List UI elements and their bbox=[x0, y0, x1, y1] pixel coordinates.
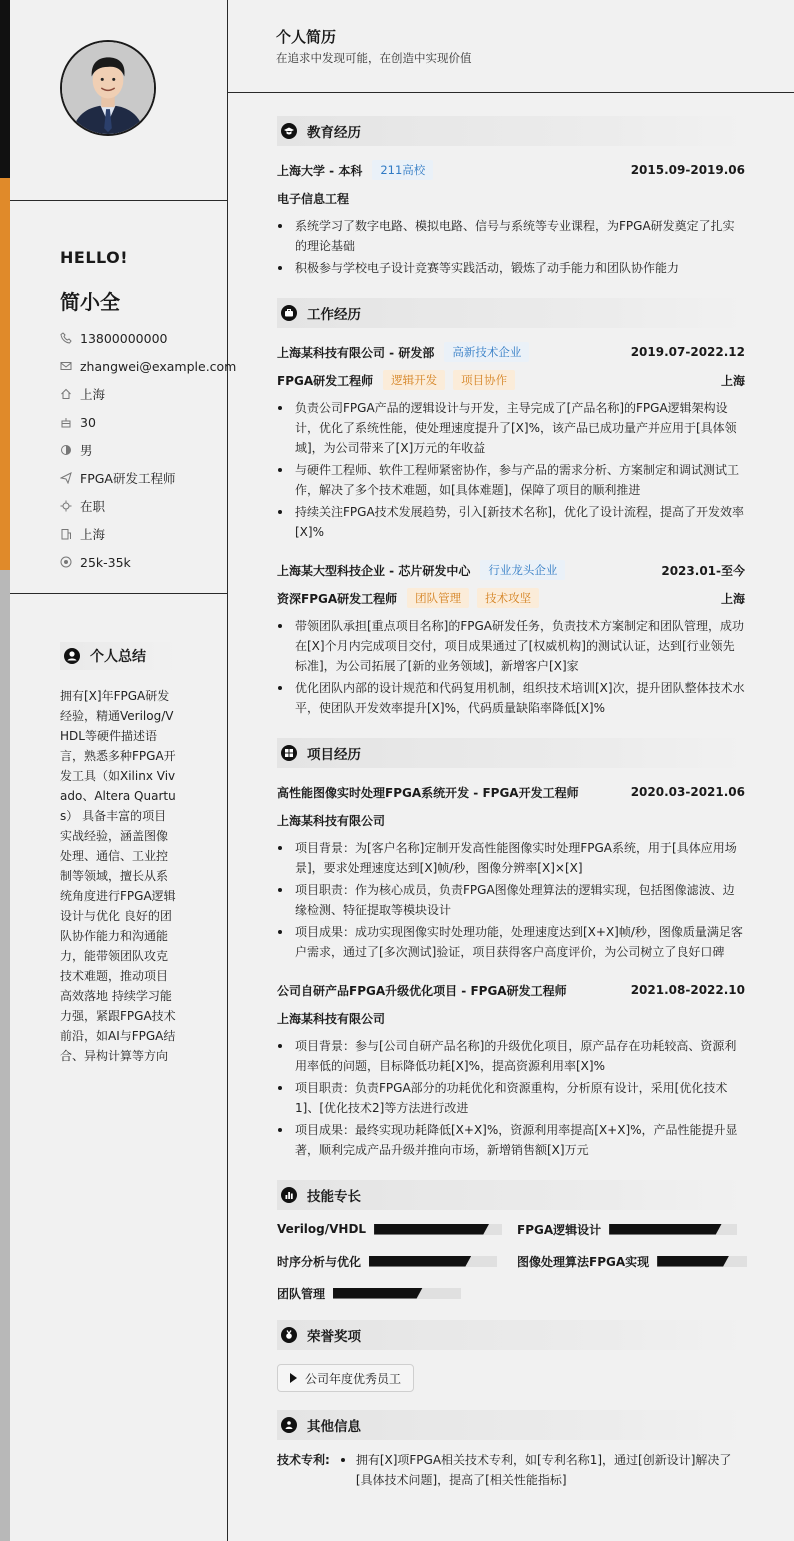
job-city: 上海 bbox=[720, 373, 745, 388]
skill-bar-fill bbox=[657, 1256, 729, 1267]
contact-info-list bbox=[60, 324, 236, 576]
education-period: 2015.09-2019.06 bbox=[630, 163, 745, 177]
job-company: 上海某科技有限公司 - 研发部 bbox=[277, 345, 435, 360]
job-company-tag: 高新技术企业 bbox=[444, 342, 529, 362]
project-bullets bbox=[277, 1036, 745, 1160]
sidebar-stripe-orange bbox=[0, 178, 10, 570]
cake-icon bbox=[60, 416, 72, 428]
info-city-text: 上海 bbox=[80, 527, 106, 542]
awards-section bbox=[277, 1320, 745, 1392]
other-label: 技术专利: bbox=[277, 1453, 330, 1467]
info-phone bbox=[60, 324, 236, 352]
job-city: 上海 bbox=[720, 591, 745, 606]
info-phone-text: 13800000000 bbox=[80, 330, 168, 346]
project-company: 上海某科技有限公司 bbox=[277, 813, 386, 828]
skill-item bbox=[277, 1284, 517, 1302]
info-position-text: FPGA研发工程师 bbox=[80, 471, 176, 486]
skill-item bbox=[517, 1252, 745, 1270]
building-icon bbox=[60, 528, 72, 540]
other-patents bbox=[277, 1450, 745, 1492]
skill-bar-fill bbox=[374, 1224, 489, 1235]
info-gender bbox=[60, 436, 236, 464]
page-subtitle: 在追求中发现可能，在创造中实现价值 bbox=[276, 51, 472, 65]
skill-bar-track bbox=[369, 1256, 497, 1267]
list-item: 项目成果：成功实现图像实时处理功能，处理速度达到[X+X]帧/秒，图像质量满足客户需求，通过了[多次测试]验证，项目获得客户高度评价，为公司树立了良好口碑 bbox=[277, 922, 745, 962]
job-tag: 技术攻坚 bbox=[477, 588, 539, 608]
gender-icon bbox=[60, 444, 72, 456]
education-major-row bbox=[277, 184, 745, 212]
work-section bbox=[277, 298, 745, 718]
sidebar bbox=[0, 0, 237, 1541]
other-heading bbox=[277, 1410, 745, 1440]
list-item: 积极参与学校电子设计竞赛等实践活动，锻炼了动手能力和团队协作能力 bbox=[277, 258, 745, 278]
skills-heading bbox=[277, 1180, 745, 1210]
info-salary bbox=[60, 548, 236, 576]
avatar bbox=[60, 40, 156, 136]
job-entry bbox=[277, 338, 745, 542]
award-item bbox=[277, 1364, 414, 1392]
other-section bbox=[277, 1410, 745, 1492]
resume-sections bbox=[277, 116, 745, 1492]
graduation-cap-icon bbox=[281, 123, 297, 139]
info-status-text: 在职 bbox=[80, 499, 106, 514]
hello-heading: HELLO! bbox=[60, 248, 129, 267]
list-item: 项目背景：参与[公司自研产品名称]的升级优化项目，原产品存在功耗较高、资源利用率低的问题，目标降低功耗[X]%，提高资源利用率[X]% bbox=[277, 1036, 745, 1076]
job-company-tag: 行业龙头企业 bbox=[480, 560, 565, 580]
list-item: 系统学习了数字电路、模拟电路、信号与系统等专业课程，为FPGA研发奠定了扎实的理论基础 bbox=[277, 216, 745, 256]
project-entry bbox=[277, 976, 745, 1160]
skill-bar-fill bbox=[369, 1256, 471, 1267]
education-bullets bbox=[277, 216, 745, 278]
skill-bar-fill bbox=[609, 1224, 722, 1235]
page-title: 个人简历 bbox=[276, 28, 337, 46]
main-content bbox=[228, 0, 794, 1541]
list-item: 负责公司FPGA产品的逻辑设计与开发，主导完成了[产品名称]的FPGA逻辑架构设计，优化了系统性能，使处理速度提升了[X]%，该产品已成功量产并应用于[具体领域]，为公司带来了[X]万元的年收益 bbox=[277, 398, 745, 458]
info-gender-text: 男 bbox=[80, 443, 93, 458]
info-home bbox=[60, 380, 236, 408]
education-row bbox=[277, 156, 745, 184]
skill-name: 时序分析与优化 bbox=[277, 1254, 362, 1269]
other-title: 其他信息 bbox=[307, 1419, 361, 1435]
project-period: 2021.08-2022.10 bbox=[630, 983, 745, 997]
list-item: 带领团队承担[重点项目名称]的FPGA研发任务，负责技术方案制定和团队管理，成功在[X]个月内完成项目交付，项目成果通过了[权威机构]的测试认证，达到[行业领先标准]，为公司拓展了[新的业务领域]，新增客户[X]家 bbox=[277, 616, 745, 676]
medal-icon bbox=[281, 1327, 297, 1343]
list-item: 项目职责：负责FPGA部分的功耗优化和资源重构，分析原有设计，采用[优化技术1]、[优化技术2]等方法进行改进 bbox=[277, 1078, 745, 1118]
summary-text: 拥有[X]年FPGA研发经验，精通Verilog/VHDL等硬件描述语言，熟悉多种FPGA开发工具（如Xilinx Vivado、Altera Quartus） 具备丰富的项目实战经验，涵盖图像处理、通信、工业控制等领域，擅长从系统角度进行FPGA逻辑设计与优化 良好的团队协作能力和沟通能力，能带领团队攻克技术难题，推动项目高效落地 持续学习能力强，紧跟FPGA技术前沿，如AI与FPGA结合、异构计算等方向 bbox=[60, 689, 176, 1063]
work-heading bbox=[277, 298, 745, 328]
status-icon bbox=[60, 500, 72, 512]
skill-item bbox=[277, 1252, 517, 1270]
education-tag: 211高校 bbox=[372, 160, 433, 180]
job-role: 资深FPGA研发工程师 bbox=[277, 591, 398, 606]
projects-section bbox=[277, 738, 745, 1160]
education-major: 电子信息工程 bbox=[277, 191, 350, 206]
skills-title: 技能专长 bbox=[307, 1189, 361, 1205]
info-email bbox=[60, 352, 236, 380]
phone-icon bbox=[60, 332, 72, 344]
job-period: 2023.01-至今 bbox=[661, 563, 745, 578]
home-icon bbox=[60, 388, 72, 400]
list-item: 持续关注FPGA技术发展趋势，引入[新技术名称]，优化了设计流程，提高了开发效率[X]% bbox=[277, 502, 745, 542]
awards-heading bbox=[277, 1320, 745, 1350]
job-tag: 逻辑开发 bbox=[383, 370, 445, 390]
summary-heading bbox=[60, 642, 176, 670]
project-name: 公司自研产品FPGA升级优化项目 - FPGA研发工程师 bbox=[277, 983, 567, 998]
project-period: 2020.03-2021.06 bbox=[630, 785, 745, 799]
job-bullets bbox=[277, 616, 745, 718]
skill-item bbox=[517, 1220, 745, 1238]
send-icon bbox=[60, 472, 72, 484]
job-tag: 团队管理 bbox=[407, 588, 469, 608]
info-age-text: 30 bbox=[80, 414, 96, 430]
sidebar-stripe-gray bbox=[0, 570, 10, 1541]
grid-icon bbox=[281, 745, 297, 761]
info-email-text: zhangwei@example.com bbox=[80, 358, 237, 374]
skills-section bbox=[277, 1180, 745, 1302]
skill-bar-track bbox=[609, 1224, 737, 1235]
skill-bar-track bbox=[333, 1288, 461, 1299]
job-role: FPGA研发工程师 bbox=[277, 373, 374, 388]
header-divider bbox=[228, 92, 794, 93]
job-company: 上海某大型科技企业 - 芯片研发中心 bbox=[277, 563, 471, 578]
job-entry bbox=[277, 556, 745, 718]
play-triangle-icon bbox=[290, 1373, 297, 1383]
briefcase-icon bbox=[281, 305, 297, 321]
project-name: 高性能图像实时处理FPGA系统开发 - FPGA开发工程师 bbox=[277, 785, 579, 800]
info-city bbox=[60, 520, 236, 548]
bar-chart-icon bbox=[281, 1187, 297, 1203]
skill-name: 图像处理算法FPGA实现 bbox=[517, 1254, 650, 1269]
info-age bbox=[60, 408, 236, 436]
other-bullets bbox=[340, 1450, 745, 1492]
education-title: 教育经历 bbox=[307, 125, 361, 141]
job-period: 2019.07-2022.12 bbox=[630, 345, 745, 359]
education-section bbox=[277, 116, 745, 278]
summary-title: 个人总结 bbox=[90, 649, 146, 665]
money-icon bbox=[60, 556, 72, 568]
avatar-portrait-icon bbox=[62, 42, 154, 134]
project-entry bbox=[277, 778, 745, 962]
info-status bbox=[60, 492, 236, 520]
list-item: 拥有[X]项FPGA相关技术专利，如[专利名称1]，通过[创新设计]解决了[具体技术问题]，提高了[相关性能指标] bbox=[340, 1450, 745, 1490]
project-company: 上海某科技有限公司 bbox=[277, 1011, 386, 1026]
education-school: 上海大学 - 本科 bbox=[277, 163, 363, 178]
skill-name: Verilog/VHDL bbox=[277, 1222, 367, 1236]
sidebar-divider-bottom bbox=[10, 593, 227, 594]
skill-name: 团队管理 bbox=[277, 1286, 326, 1301]
project-bullets bbox=[277, 838, 745, 962]
sidebar-stripe-black bbox=[0, 0, 10, 178]
info-position bbox=[60, 464, 236, 492]
skill-bar-track bbox=[657, 1256, 747, 1267]
skill-bar-fill bbox=[333, 1288, 423, 1299]
projects-title: 项目经历 bbox=[307, 747, 361, 763]
skill-item bbox=[277, 1220, 517, 1238]
info-home-text: 上海 bbox=[80, 387, 106, 402]
skill-bar-track bbox=[374, 1224, 502, 1235]
list-item: 与硬件工程师、软件工程师紧密协作，参与产品的需求分析、方案制定和调试测试工作，解决了多个技术难题，如[具体难题]，保障了项目的顺利推进 bbox=[277, 460, 745, 500]
people-icon bbox=[281, 1417, 297, 1433]
work-title: 工作经历 bbox=[307, 307, 361, 323]
education-heading bbox=[277, 116, 745, 146]
award-label: 公司年度优秀员工 bbox=[305, 1371, 402, 1386]
job-tag: 项目协作 bbox=[453, 370, 515, 390]
mail-icon bbox=[60, 360, 72, 372]
skills-grid bbox=[277, 1220, 745, 1302]
info-salary-text: 25k-35k bbox=[80, 554, 131, 570]
awards-title: 荣誉奖项 bbox=[307, 1329, 361, 1345]
list-item: 项目职责：作为核心成员，负责FPGA图像处理算法的逻辑实现，包括图像滤波、边缘检测、特征提取等模块设计 bbox=[277, 880, 745, 920]
candidate-name: 简小全 bbox=[60, 290, 120, 314]
projects-heading bbox=[277, 738, 745, 768]
list-item: 优化团队内部的设计规范和代码复用机制，组织技术培训[X]次，提升团队整体技术水平，使团队开发效率提升[X]%，代码质量缺陷率降低[X]% bbox=[277, 678, 745, 718]
list-item: 项目成果：最终实现功耗降低[X+X]%，资源利用率提高[X+X]%，产品性能提升显著，顺利完成产品升级并推向市场，新增销售额[X]万元 bbox=[277, 1120, 745, 1160]
skill-name: FPGA逻辑设计 bbox=[517, 1222, 602, 1237]
list-item: 项目背景：为[客户名称]定制开发高性能图像实时处理FPGA系统，用于[具体应用场景]，要求处理速度达到[X]帧/秒，图像分辨率[X]×[X] bbox=[277, 838, 745, 878]
job-bullets bbox=[277, 398, 745, 542]
sidebar-divider-top bbox=[10, 200, 227, 201]
user-circle-icon bbox=[64, 648, 80, 664]
